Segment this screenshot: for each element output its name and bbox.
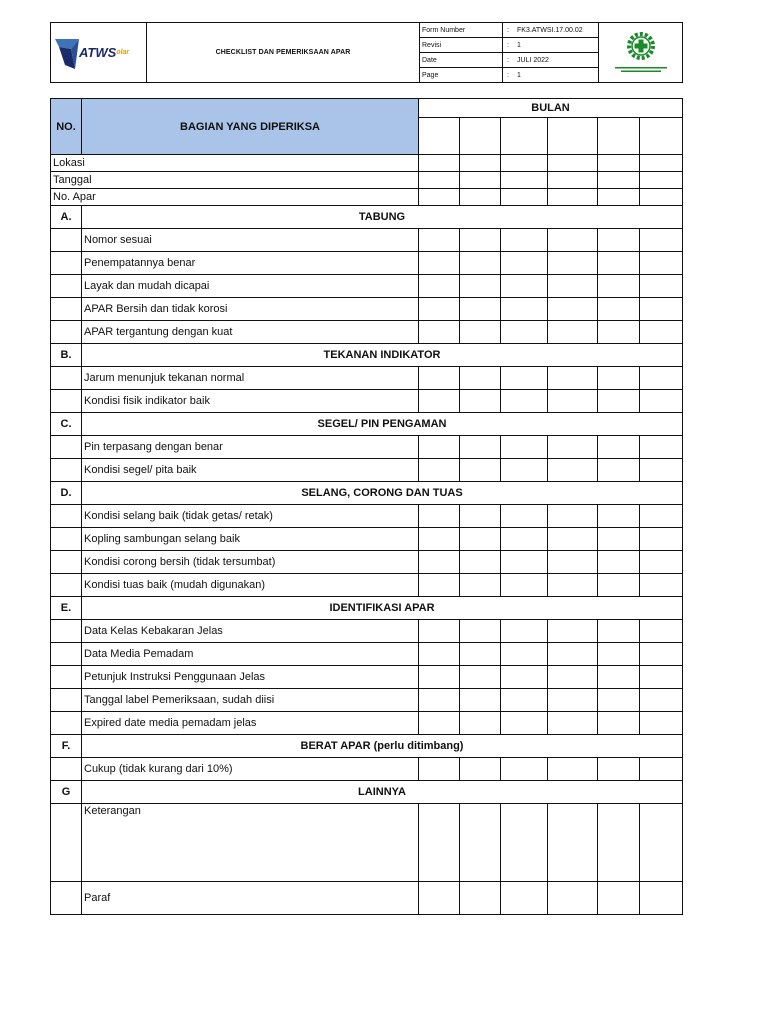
month-check-cell[interactable] <box>598 275 640 298</box>
month-check-cell[interactable] <box>460 321 501 344</box>
month-check-cell[interactable] <box>548 436 598 459</box>
checklist-item-row <box>51 643 683 666</box>
section-number: G <box>51 781 82 804</box>
month-check-cell[interactable] <box>460 229 501 252</box>
info-label: Tanggal <box>51 172 419 189</box>
footer-label: Keterangan <box>82 804 419 882</box>
month-check-cell[interactable] <box>548 758 598 781</box>
month-check-cell[interactable] <box>460 390 501 413</box>
item-number-cell <box>51 275 82 298</box>
month-check-cell[interactable] <box>460 804 501 882</box>
month-check-cell[interactable] <box>501 275 548 298</box>
month-check-cell[interactable] <box>419 804 460 882</box>
month-check-cell[interactable] <box>548 620 598 643</box>
section-title: BERAT APAR (perlu ditimbang) <box>82 735 683 758</box>
meta-label: Revisi <box>420 38 503 53</box>
item-number-cell <box>51 459 82 482</box>
month-check-cell[interactable] <box>419 298 460 321</box>
meta-row <box>420 23 598 38</box>
month-check-cell[interactable] <box>460 298 501 321</box>
month-check-cell[interactable] <box>460 882 501 915</box>
month-check-cell[interactable] <box>598 666 640 689</box>
month-check-cell[interactable] <box>419 620 460 643</box>
month-check-cell[interactable] <box>598 229 640 252</box>
item-number-cell <box>51 574 82 597</box>
checklist-item-row <box>51 551 683 574</box>
month-check-cell[interactable] <box>598 118 640 155</box>
month-check-cell[interactable] <box>598 620 640 643</box>
month-check-cell[interactable] <box>419 390 460 413</box>
month-check-cell[interactable] <box>501 689 548 712</box>
month-check-cell[interactable] <box>501 666 548 689</box>
month-check-cell[interactable] <box>419 551 460 574</box>
checklist-item-label: Nomor sesuai <box>82 229 419 252</box>
month-check-cell[interactable] <box>598 172 640 189</box>
month-check-cell[interactable] <box>460 505 501 528</box>
month-check-cell[interactable] <box>548 275 598 298</box>
month-check-cell[interactable] <box>460 551 501 574</box>
month-check-cell[interactable] <box>640 229 683 252</box>
footer-number-cell <box>51 804 82 882</box>
month-check-cell[interactable] <box>501 643 548 666</box>
month-check-cell[interactable] <box>501 620 548 643</box>
section-row <box>51 735 683 758</box>
month-check-cell[interactable] <box>460 367 501 390</box>
checklist-item-label: APAR Bersih dan tidak korosi <box>82 298 419 321</box>
month-check-cell[interactable] <box>548 666 598 689</box>
section-row <box>51 344 683 367</box>
month-check-cell[interactable] <box>640 620 683 643</box>
month-check-cell[interactable] <box>501 118 548 155</box>
item-number-cell <box>51 390 82 413</box>
section-row <box>51 781 683 804</box>
section-number: D. <box>51 482 82 505</box>
month-check-cell[interactable] <box>548 172 598 189</box>
month-check-cell[interactable] <box>501 882 548 915</box>
month-check-cell[interactable] <box>460 436 501 459</box>
checklist-item-label: Cukup (tidak kurang dari 10%) <box>82 758 419 781</box>
checklist-item-row <box>51 620 683 643</box>
month-check-cell[interactable] <box>460 712 501 735</box>
month-check-cell[interactable] <box>419 666 460 689</box>
month-check-cell[interactable] <box>548 689 598 712</box>
month-check-cell[interactable] <box>640 155 683 172</box>
month-check-cell[interactable] <box>598 390 640 413</box>
section-row <box>51 597 683 620</box>
checklist-item-label: Pin terpasang dengan benar <box>82 436 419 459</box>
meta-colon: : <box>503 38 516 53</box>
month-check-cell[interactable] <box>640 804 683 882</box>
checklist-item-row <box>51 505 683 528</box>
checklist-item-label: Expired date media pemadam jelas <box>82 712 419 735</box>
form-title: CHECKLIST DAN PEMERIKSAAN APAR <box>147 23 420 83</box>
month-check-cell[interactable] <box>419 367 460 390</box>
checklist-item-row <box>51 666 683 689</box>
meta-label: Date <box>420 53 503 68</box>
footer-row <box>51 882 683 915</box>
checklist-item-row <box>51 689 683 712</box>
item-number-cell <box>51 436 82 459</box>
month-check-cell[interactable] <box>640 666 683 689</box>
month-check-cell[interactable] <box>501 574 548 597</box>
checklist-item-label: Penempatannya benar <box>82 252 419 275</box>
month-check-cell[interactable] <box>598 436 640 459</box>
item-number-cell <box>51 666 82 689</box>
column-header-month: BULAN <box>419 99 683 118</box>
checklist-item-row <box>51 252 683 275</box>
meta-colon: : <box>503 53 516 68</box>
month-check-cell[interactable] <box>598 528 640 551</box>
month-check-cell[interactable] <box>640 712 683 735</box>
month-check-cell[interactable] <box>501 321 548 344</box>
form-header <box>50 22 683 83</box>
month-check-cell[interactable] <box>460 643 501 666</box>
item-number-cell <box>51 551 82 574</box>
month-check-cell[interactable] <box>501 155 548 172</box>
meta-value: FK3.ATWSI.17.00.02 <box>515 23 598 38</box>
checklist-item-row <box>51 528 683 551</box>
month-check-cell[interactable] <box>460 666 501 689</box>
month-check-cell[interactable] <box>640 528 683 551</box>
month-check-cell[interactable] <box>419 574 460 597</box>
month-check-cell[interactable] <box>548 528 598 551</box>
month-check-cell[interactable] <box>501 298 548 321</box>
month-check-cell[interactable] <box>598 459 640 482</box>
month-check-cell[interactable] <box>419 459 460 482</box>
month-check-cell[interactable] <box>640 551 683 574</box>
month-check-cell[interactable] <box>460 620 501 643</box>
meta-row <box>420 38 598 53</box>
month-check-cell[interactable] <box>640 118 683 155</box>
checklist-item-row <box>51 367 683 390</box>
month-check-cell[interactable] <box>419 758 460 781</box>
month-check-cell[interactable] <box>419 275 460 298</box>
month-check-cell[interactable] <box>548 643 598 666</box>
month-check-cell[interactable] <box>548 804 598 882</box>
month-check-cell[interactable] <box>460 574 501 597</box>
checklist-item-label: Kondisi corong bersih (tidak tersumbat) <box>82 551 419 574</box>
month-check-cell[interactable] <box>419 172 460 189</box>
item-number-cell <box>51 689 82 712</box>
checklist-item-row <box>51 712 683 735</box>
k3-logo-cell <box>599 23 683 83</box>
month-check-cell[interactable] <box>640 689 683 712</box>
info-row <box>51 155 683 172</box>
month-check-cell[interactable] <box>501 505 548 528</box>
month-check-cell[interactable] <box>598 252 640 275</box>
checklist-item-row <box>51 459 683 482</box>
checklist-item-row <box>51 275 683 298</box>
section-title: IDENTIFIKASI APAR <box>82 597 683 620</box>
month-check-cell[interactable] <box>598 155 640 172</box>
month-check-cell[interactable] <box>501 804 548 882</box>
month-check-cell[interactable] <box>548 459 598 482</box>
checklist-item-label: Jarum menunjuk tekanan normal <box>82 367 419 390</box>
month-check-cell[interactable] <box>419 436 460 459</box>
form-meta <box>420 23 599 83</box>
meta-value: 1 <box>517 71 521 79</box>
month-check-cell[interactable] <box>501 459 548 482</box>
month-check-cell[interactable] <box>548 367 598 390</box>
month-check-cell[interactable] <box>501 528 548 551</box>
checklist-item-label: Kondisi fisik indikator baik <box>82 390 419 413</box>
checklist-item-row <box>51 321 683 344</box>
month-check-cell[interactable] <box>460 275 501 298</box>
month-check-cell[interactable] <box>501 252 548 275</box>
section-title: TEKANAN INDIKATOR <box>82 344 683 367</box>
meta-label: Page <box>420 68 503 83</box>
month-check-cell[interactable] <box>501 712 548 735</box>
month-check-cell[interactable] <box>501 367 548 390</box>
month-check-cell[interactable] <box>419 643 460 666</box>
month-check-cell[interactable] <box>640 252 683 275</box>
item-number-cell <box>51 528 82 551</box>
month-check-cell[interactable] <box>640 189 683 206</box>
month-check-cell[interactable] <box>640 459 683 482</box>
checklist-item-label: Kondisi tuas baik (mudah digunakan) <box>82 574 419 597</box>
footer-row <box>51 804 683 882</box>
section-number: E. <box>51 597 82 620</box>
month-check-cell[interactable] <box>598 551 640 574</box>
month-check-cell[interactable] <box>548 882 598 915</box>
checklist-item-row <box>51 436 683 459</box>
item-number-cell <box>51 712 82 735</box>
section-row <box>51 206 683 229</box>
month-check-cell[interactable] <box>640 643 683 666</box>
checklist-item-label: Kopling sambungan selang baik <box>82 528 419 551</box>
month-check-cell[interactable] <box>598 505 640 528</box>
month-check-cell[interactable] <box>640 758 683 781</box>
month-check-cell[interactable] <box>548 229 598 252</box>
month-check-cell[interactable] <box>419 882 460 915</box>
month-check-cell[interactable] <box>640 321 683 344</box>
section-title: TABUNG <box>82 206 683 229</box>
column-header-item: BAGIAN YANG DIPERIKSA <box>82 99 419 155</box>
month-check-cell[interactable] <box>548 712 598 735</box>
info-row <box>51 172 683 189</box>
month-check-cell[interactable] <box>598 298 640 321</box>
item-number-cell <box>51 643 82 666</box>
month-check-cell[interactable] <box>548 298 598 321</box>
meta-table <box>420 23 598 82</box>
month-check-cell[interactable] <box>548 321 598 344</box>
month-check-cell[interactable] <box>640 574 683 597</box>
month-check-cell[interactable] <box>598 758 640 781</box>
month-check-cell[interactable] <box>460 459 501 482</box>
section-row <box>51 482 683 505</box>
month-check-cell[interactable] <box>598 643 640 666</box>
checklist-item-label: Layak dan mudah dicapai <box>82 275 419 298</box>
section-title: LAINNYA <box>82 781 683 804</box>
month-check-cell[interactable] <box>501 229 548 252</box>
month-check-cell[interactable] <box>548 505 598 528</box>
item-number-cell <box>51 505 82 528</box>
section-number: A. <box>51 206 82 229</box>
month-check-cell[interactable] <box>460 172 501 189</box>
company-logo <box>51 33 146 73</box>
section-number: F. <box>51 735 82 758</box>
month-check-cell[interactable] <box>640 275 683 298</box>
checklist-table <box>50 98 683 915</box>
month-check-cell[interactable] <box>501 172 548 189</box>
month-check-cell[interactable] <box>501 189 548 206</box>
month-check-cell[interactable] <box>598 689 640 712</box>
table-header-row <box>51 99 683 118</box>
checklist-item-row <box>51 574 683 597</box>
month-check-cell[interactable] <box>548 252 598 275</box>
info-label: Lokasi <box>51 155 419 172</box>
footer-number-cell <box>51 882 82 915</box>
checklist-item-label: APAR tergantung dengan kuat <box>82 321 419 344</box>
month-check-cell[interactable] <box>640 367 683 390</box>
month-check-cell[interactable] <box>419 118 460 155</box>
month-check-cell[interactable] <box>598 882 640 915</box>
month-check-cell[interactable] <box>419 528 460 551</box>
item-number-cell <box>51 321 82 344</box>
month-check-cell[interactable] <box>548 551 598 574</box>
month-check-cell[interactable] <box>598 321 640 344</box>
month-check-cell[interactable] <box>460 528 501 551</box>
meta-row <box>420 68 598 83</box>
checklist-item-label: Data Media Pemadam <box>82 643 419 666</box>
checklist-item-label: Petunjuk Instruksi Penggunaan Jelas <box>82 666 419 689</box>
month-check-cell[interactable] <box>419 189 460 206</box>
month-check-cell[interactable] <box>460 155 501 172</box>
checklist-item-label: Data Kelas Kebakaran Jelas <box>82 620 419 643</box>
item-number-cell <box>51 252 82 275</box>
info-row <box>51 189 683 206</box>
month-check-cell[interactable] <box>419 689 460 712</box>
month-check-cell[interactable] <box>640 390 683 413</box>
k3-safety-cross-icon <box>626 31 656 61</box>
logo-subtext: olar <box>116 49 130 56</box>
month-check-cell[interactable] <box>548 118 598 155</box>
month-check-cell[interactable] <box>598 712 640 735</box>
month-check-cell[interactable] <box>501 436 548 459</box>
checklist-item-label: Kondisi segel/ pita baik <box>82 459 419 482</box>
month-check-cell[interactable] <box>460 689 501 712</box>
month-check-cell[interactable] <box>598 189 640 206</box>
month-check-cell[interactable] <box>460 118 501 155</box>
item-number-cell <box>51 298 82 321</box>
month-check-cell[interactable] <box>501 390 548 413</box>
section-number: C. <box>51 413 82 436</box>
section-number: B. <box>51 344 82 367</box>
section-title: SELANG, CORONG DAN TUAS <box>82 482 683 505</box>
meta-colon: : <box>507 71 509 79</box>
month-check-cell[interactable] <box>419 505 460 528</box>
month-check-cell[interactable] <box>598 804 640 882</box>
month-check-cell[interactable] <box>460 189 501 206</box>
month-check-cell[interactable] <box>419 712 460 735</box>
month-check-cell[interactable] <box>460 252 501 275</box>
item-number-cell <box>51 620 82 643</box>
month-check-cell[interactable] <box>640 298 683 321</box>
month-check-cell[interactable] <box>640 436 683 459</box>
meta-row <box>420 53 598 68</box>
month-check-cell[interactable] <box>419 321 460 344</box>
month-check-cell[interactable] <box>419 229 460 252</box>
month-check-cell[interactable] <box>548 390 598 413</box>
section-row <box>51 413 683 436</box>
meta-value: JULI 2022 <box>515 53 598 68</box>
meta-label: Form Number <box>420 23 503 38</box>
month-check-cell[interactable] <box>548 189 598 206</box>
month-check-cell[interactable] <box>419 155 460 172</box>
item-number-cell <box>51 229 82 252</box>
month-check-cell[interactable] <box>501 758 548 781</box>
logo-text: ATWS <box>79 45 117 60</box>
k3-caption <box>599 67 682 74</box>
info-label: No. Apar <box>51 189 419 206</box>
month-check-cell[interactable] <box>548 574 598 597</box>
k3-caption-lines <box>613 67 669 73</box>
column-header-no: NO. <box>51 99 82 155</box>
meta-value: 1 <box>515 38 598 53</box>
checklist-item-row <box>51 298 683 321</box>
checklist-item-label: Kondisi selang baik (tidak getas/ retak) <box>82 505 419 528</box>
item-number-cell <box>51 758 82 781</box>
month-check-cell[interactable] <box>598 367 640 390</box>
logo-cell <box>51 23 147 83</box>
checklist-item-row <box>51 390 683 413</box>
checklist-item-label: Tanggal label Pemeriksaan, sudah diisi <box>82 689 419 712</box>
month-check-cell[interactable] <box>548 155 598 172</box>
checklist-item-row <box>51 758 683 781</box>
month-check-cell[interactable] <box>640 172 683 189</box>
month-check-cell[interactable] <box>640 505 683 528</box>
checklist-item-row <box>51 229 683 252</box>
month-check-cell[interactable] <box>640 882 683 915</box>
month-check-cell[interactable] <box>419 252 460 275</box>
month-check-cell[interactable] <box>598 574 640 597</box>
month-check-cell[interactable] <box>460 758 501 781</box>
footer-label: Paraf <box>82 882 419 915</box>
item-number-cell <box>51 367 82 390</box>
month-check-cell[interactable] <box>501 551 548 574</box>
section-title: SEGEL/ PIN PENGAMAN <box>82 413 683 436</box>
meta-colon: : <box>503 23 516 38</box>
